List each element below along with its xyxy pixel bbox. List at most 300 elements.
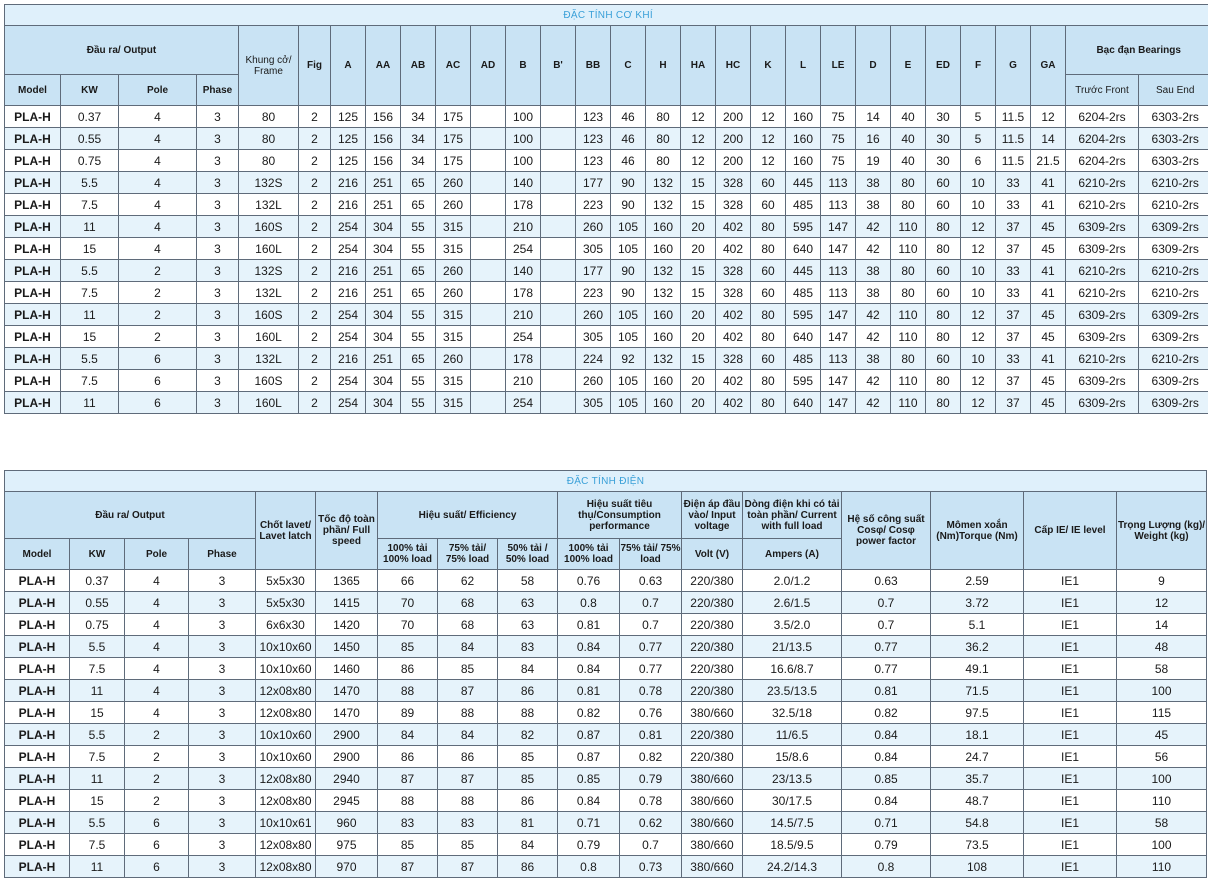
table-cell: 0.84 <box>558 636 620 658</box>
table-cell: 178 <box>506 282 541 304</box>
table-cell: 0.7 <box>842 614 931 636</box>
table-cell: 0.7 <box>620 834 682 856</box>
table-cell: 58 <box>1117 812 1207 834</box>
model-cell: PLA-H <box>5 658 70 680</box>
table-cell: 6210-2rs <box>1139 282 1208 304</box>
table-cell: 3 <box>189 636 256 658</box>
table-cell: 5.5 <box>61 348 119 370</box>
table-cell: 71.5 <box>931 680 1024 702</box>
table-cell: 6309-2rs <box>1139 238 1208 260</box>
table-cell: 90 <box>611 282 646 304</box>
table-cell: 55 <box>401 392 436 414</box>
table-cell: 18.1 <box>931 724 1024 746</box>
table-cell: 4 <box>119 238 197 260</box>
table-cell: 14 <box>1031 128 1066 150</box>
dim-header: BB <box>576 26 611 106</box>
table-cell: 260 <box>436 194 471 216</box>
table-cell: 216 <box>331 282 366 304</box>
table-cell: 178 <box>506 348 541 370</box>
table-cell: 86 <box>498 680 558 702</box>
table-cell: 304 <box>366 304 401 326</box>
table-row <box>5 746 1207 768</box>
table-cell: 315 <box>436 216 471 238</box>
table-cell: 15 <box>681 282 716 304</box>
model-cell: PLA-H <box>5 768 70 790</box>
table-cell: 3 <box>189 592 256 614</box>
table-cell: 254 <box>331 238 366 260</box>
table-cell: 3.72 <box>931 592 1024 614</box>
table-cell: 2 <box>299 172 331 194</box>
table-cell: 86 <box>378 746 438 768</box>
table-cell: 380/660 <box>682 812 743 834</box>
table-cell: 65 <box>401 194 436 216</box>
table-cell: 0.87 <box>558 724 620 746</box>
table-cell: 15 <box>681 260 716 282</box>
table-cell: 105 <box>611 304 646 326</box>
table-cell: 49.1 <box>931 658 1024 680</box>
table-row <box>5 260 1208 282</box>
table-cell: 34 <box>401 128 436 150</box>
table-cell <box>471 238 506 260</box>
table-cell: 445 <box>786 172 821 194</box>
dim-header: G <box>996 26 1031 106</box>
model-cell: PLA-H <box>5 194 61 216</box>
table-cell: 4 <box>119 150 197 172</box>
table-cell: 10x10x60 <box>256 746 316 768</box>
table-cell: 14 <box>856 106 891 128</box>
table-cell: 58 <box>1117 658 1207 680</box>
table-cell: 304 <box>366 370 401 392</box>
table-cell: 80 <box>926 392 961 414</box>
table-cell: 24.7 <box>931 746 1024 768</box>
table-cell: 42 <box>856 238 891 260</box>
table-cell: 80 <box>751 238 786 260</box>
table-cell <box>471 392 506 414</box>
table-cell: 6210-2rs <box>1139 348 1208 370</box>
dim-header: H <box>646 26 681 106</box>
table-cell: 147 <box>821 392 856 414</box>
table-cell: 4 <box>119 128 197 150</box>
table-cell: 0.82 <box>558 702 620 724</box>
table-cell: 254 <box>331 216 366 238</box>
table-cell: 328 <box>716 282 751 304</box>
model-cell: PLA-H <box>5 570 70 592</box>
table-cell: 160 <box>646 370 681 392</box>
table-cell: 2900 <box>316 724 378 746</box>
model-cell: PLA-H <box>5 392 61 414</box>
table-cell: 1470 <box>316 702 378 724</box>
table-cell: 5.5 <box>61 172 119 194</box>
table-cell: 80 <box>239 128 299 150</box>
table-cell: 2 <box>299 348 331 370</box>
mechanical-spec-table <box>4 4 1208 414</box>
table-cell: 80 <box>751 392 786 414</box>
table-cell: 88 <box>438 702 498 724</box>
table-cell: 11.5 <box>996 150 1031 172</box>
table-cell: 0.71 <box>842 812 931 834</box>
table-cell: 36.2 <box>931 636 1024 658</box>
table-cell: IE1 <box>1024 724 1117 746</box>
table-cell: 3 <box>197 392 239 414</box>
table-cell: 56 <box>1117 746 1207 768</box>
table-cell: 55 <box>401 304 436 326</box>
table-cell <box>471 128 506 150</box>
table-cell <box>541 260 576 282</box>
table-cell: 0.73 <box>620 856 682 878</box>
model-cell: PLA-H <box>5 592 70 614</box>
table-cell: 640 <box>786 326 821 348</box>
table-cell: 80 <box>926 216 961 238</box>
table-cell: 34 <box>401 150 436 172</box>
table-cell: 220/380 <box>682 636 743 658</box>
table-cell: 89 <box>378 702 438 724</box>
table-cell: 11.5 <box>996 106 1031 128</box>
table-cell: 33 <box>996 172 1031 194</box>
table-cell: 12 <box>681 106 716 128</box>
table-cell: 105 <box>611 392 646 414</box>
table-cell: 10 <box>961 282 996 304</box>
table-cell: 0.84 <box>558 790 620 812</box>
dim-header: K <box>751 26 786 106</box>
table-cell: 92 <box>611 348 646 370</box>
table-cell: 380/660 <box>682 768 743 790</box>
table-cell <box>471 216 506 238</box>
model-cell: PLA-H <box>5 216 61 238</box>
table-cell: 10x10x60 <box>256 724 316 746</box>
table-cell: 105 <box>611 216 646 238</box>
table-cell: 304 <box>366 216 401 238</box>
table-cell: 2 <box>119 304 197 326</box>
table-cell: 87 <box>438 680 498 702</box>
table-cell: 83 <box>438 812 498 834</box>
table-cell: 160 <box>786 128 821 150</box>
table-cell: 80 <box>926 238 961 260</box>
dim-header: A <box>331 26 366 106</box>
table-cell: 640 <box>786 392 821 414</box>
table-cell: 6309-2rs <box>1066 216 1139 238</box>
table-cell: 6210-2rs <box>1066 348 1139 370</box>
table-cell: 0.55 <box>70 592 125 614</box>
table-cell: 6210-2rs <box>1139 260 1208 282</box>
table-cell: 251 <box>366 172 401 194</box>
table-cell <box>541 326 576 348</box>
table-cell: 402 <box>716 326 751 348</box>
table-cell: 2945 <box>316 790 378 812</box>
table-cell: 0.7 <box>842 592 931 614</box>
model-cell: PLA-H <box>5 856 70 878</box>
table-cell: 80 <box>751 304 786 326</box>
table-cell: 0.84 <box>558 658 620 680</box>
table-row <box>5 304 1208 326</box>
table-cell: 6309-2rs <box>1139 370 1208 392</box>
table-cell: 68 <box>438 592 498 614</box>
table-cell: 38 <box>856 282 891 304</box>
dim-header: E <box>891 26 926 106</box>
table-cell: 105 <box>611 326 646 348</box>
table-row <box>5 370 1208 392</box>
table-row <box>5 856 1207 878</box>
table-row <box>5 238 1208 260</box>
table-cell: 81 <box>498 812 558 834</box>
table-cell: 60 <box>926 282 961 304</box>
table-cell: 6309-2rs <box>1066 326 1139 348</box>
table-cell: 2 <box>299 260 331 282</box>
table-cell: 123 <box>576 128 611 150</box>
table-cell: 260 <box>436 172 471 194</box>
table-cell: 80 <box>926 304 961 326</box>
table-cell: 3 <box>189 768 256 790</box>
table-cell: IE1 <box>1024 658 1117 680</box>
table-row <box>5 592 1207 614</box>
table-cell: 23.5/13.5 <box>743 680 842 702</box>
bearings-header: Bạc đạn Bearings <box>1066 26 1208 75</box>
table-cell: 254 <box>331 326 366 348</box>
table-cell: 0.85 <box>842 768 931 790</box>
table-cell: 14.5/7.5 <box>743 812 842 834</box>
table-cell: 3 <box>197 282 239 304</box>
table-cell: 160L <box>239 238 299 260</box>
table-cell: 6204-2rs <box>1066 150 1139 172</box>
table-cell: 87 <box>378 856 438 878</box>
table-cell: 0.55 <box>61 128 119 150</box>
table-cell: 3 <box>197 216 239 238</box>
table-row <box>5 128 1208 150</box>
table-cell: 147 <box>821 304 856 326</box>
efficiency-75-header: 75% tải/ 75% load <box>438 539 498 570</box>
table-cell: 110 <box>891 216 926 238</box>
electrical-table-title: ĐẶC TÍNH ĐIỆN <box>5 471 1207 492</box>
table-cell: 4 <box>125 570 189 592</box>
table-cell: 160 <box>646 216 681 238</box>
table-row <box>5 680 1207 702</box>
table-cell: 4 <box>125 702 189 724</box>
table-cell: 0.37 <box>61 106 119 128</box>
table-cell: 73.5 <box>931 834 1024 856</box>
table-cell: 80 <box>891 282 926 304</box>
table-cell: 55 <box>401 326 436 348</box>
table-cell: 87 <box>438 856 498 878</box>
table-cell: 216 <box>331 260 366 282</box>
table-cell: 485 <box>786 282 821 304</box>
table-cell: 45 <box>1031 238 1066 260</box>
table-cell: 58 <box>498 570 558 592</box>
table-cell: 0.77 <box>620 636 682 658</box>
table-cell: 315 <box>436 392 471 414</box>
table-cell: 113 <box>821 194 856 216</box>
table-cell: 16 <box>856 128 891 150</box>
table-cell: 6309-2rs <box>1066 370 1139 392</box>
table-cell: 12x08x80 <box>256 856 316 878</box>
table-cell: 80 <box>751 216 786 238</box>
table-row <box>5 614 1207 636</box>
table-cell: 305 <box>576 238 611 260</box>
table-cell <box>471 326 506 348</box>
table-cell: 60 <box>751 260 786 282</box>
table-cell: 2 <box>299 128 331 150</box>
table-cell: 6309-2rs <box>1139 326 1208 348</box>
table-row <box>5 636 1207 658</box>
model-cell: PLA-H <box>5 260 61 282</box>
table-cell: 251 <box>366 260 401 282</box>
table-cell: 80 <box>751 370 786 392</box>
table-cell: 55 <box>401 370 436 392</box>
table-cell: 1460 <box>316 658 378 680</box>
model-cell: PLA-H <box>5 282 61 304</box>
table-cell: 0.8 <box>558 592 620 614</box>
table-cell <box>471 194 506 216</box>
dim-header: ED <box>926 26 961 106</box>
table-cell: 11 <box>61 392 119 414</box>
table-cell: 100 <box>1117 768 1207 790</box>
table-cell: 2.6/1.5 <box>743 592 842 614</box>
table-cell: 37 <box>996 238 1031 260</box>
table-cell: 223 <box>576 282 611 304</box>
table-cell: 12 <box>751 128 786 150</box>
table-cell: 45 <box>1117 724 1207 746</box>
table-cell: 0.84 <box>842 790 931 812</box>
table-cell: 110 <box>891 392 926 414</box>
table-cell: 113 <box>821 282 856 304</box>
frame-header: Khung cở/ Frame <box>239 26 299 106</box>
table-cell: 100 <box>506 150 541 172</box>
table-cell: 3 <box>189 702 256 724</box>
table-cell: 12 <box>961 216 996 238</box>
table-cell: IE1 <box>1024 614 1117 636</box>
table-cell: 110 <box>891 326 926 348</box>
table-cell: IE1 <box>1024 790 1117 812</box>
table-cell: 177 <box>576 172 611 194</box>
table-cell: 4 <box>125 680 189 702</box>
table-cell: 0.81 <box>842 680 931 702</box>
table-cell: 0.77 <box>842 636 931 658</box>
table-cell: 6303-2rs <box>1139 106 1208 128</box>
table-cell: IE1 <box>1024 856 1117 878</box>
table-cell: 48.7 <box>931 790 1024 812</box>
table-cell: 6210-2rs <box>1066 282 1139 304</box>
table-cell: 160S <box>239 304 299 326</box>
table-cell: 6 <box>961 150 996 172</box>
efficiency-100-header: 100% tải 100% load <box>378 539 438 570</box>
table-cell: 595 <box>786 304 821 326</box>
table-cell: 315 <box>436 370 471 392</box>
table-cell: 100 <box>1117 834 1207 856</box>
current-header: Dòng điện khi có tải toàn phần/ Current with full load <box>743 492 842 539</box>
table-cell: 3 <box>197 326 239 348</box>
table-row <box>5 150 1208 172</box>
table-cell: 160 <box>786 106 821 128</box>
table-cell: 380/660 <box>682 790 743 812</box>
table-cell: 80 <box>751 326 786 348</box>
table-cell: 6210-2rs <box>1139 172 1208 194</box>
table-row <box>5 172 1208 194</box>
dim-header: L <box>786 26 821 106</box>
table-cell: 15 <box>61 238 119 260</box>
table-cell <box>471 106 506 128</box>
table-cell: 113 <box>821 348 856 370</box>
table-cell: 34 <box>401 106 436 128</box>
table-cell: 0.81 <box>620 724 682 746</box>
table-cell: 4 <box>119 106 197 128</box>
voltage-header: Điện áp đầu vào/ Input voltage <box>682 492 743 539</box>
table-cell: 60 <box>751 194 786 216</box>
table-row <box>5 106 1208 128</box>
table-cell: 2.0/1.2 <box>743 570 842 592</box>
table-cell: 113 <box>821 172 856 194</box>
latch-header: Chốt lavet/ Lavet latch <box>256 492 316 570</box>
dim-header: F <box>961 26 996 106</box>
table-cell <box>541 216 576 238</box>
table-cell <box>471 282 506 304</box>
table-cell: 2 <box>299 216 331 238</box>
table-cell: 0.81 <box>558 680 620 702</box>
table-cell: IE1 <box>1024 592 1117 614</box>
table-cell <box>471 304 506 326</box>
table-cell: 6 <box>125 812 189 834</box>
table-cell: 86 <box>378 658 438 680</box>
table-row <box>5 326 1208 348</box>
table-cell: 110 <box>1117 790 1207 812</box>
table-cell: 220/380 <box>682 592 743 614</box>
table-cell: 1365 <box>316 570 378 592</box>
table-cell: 251 <box>366 282 401 304</box>
table-cell: 88 <box>498 702 558 724</box>
table-cell: 54.8 <box>931 812 1024 834</box>
table-cell: 12x08x80 <box>256 768 316 790</box>
table-cell: 3 <box>197 150 239 172</box>
table-cell: 84 <box>438 724 498 746</box>
table-cell: 12 <box>751 106 786 128</box>
table-cell: 63 <box>498 592 558 614</box>
table-cell: 260 <box>436 282 471 304</box>
table-cell: 35.7 <box>931 768 1024 790</box>
table-cell: 160S <box>239 216 299 238</box>
torque-header: Mômen xoắn (Nm)Torque (Nm) <box>931 492 1024 570</box>
table-cell: 220/380 <box>682 746 743 768</box>
bearing-rear-header: Sau End <box>1139 75 1208 106</box>
table-cell: 3 <box>197 260 239 282</box>
table-cell: 21/13.5 <box>743 636 842 658</box>
table-cell: 10 <box>961 194 996 216</box>
table-cell: 402 <box>716 370 751 392</box>
table-cell: 160 <box>646 304 681 326</box>
table-cell: 2940 <box>316 768 378 790</box>
table-cell: 33 <box>996 348 1031 370</box>
table-cell: 4 <box>125 592 189 614</box>
table-cell: 156 <box>366 106 401 128</box>
table-cell: 11.5 <box>996 128 1031 150</box>
table-cell: 80 <box>891 172 926 194</box>
table-cell: 0.79 <box>558 834 620 856</box>
table-cell: 42 <box>856 370 891 392</box>
table-cell: 251 <box>366 348 401 370</box>
table-cell: 20 <box>681 216 716 238</box>
table-cell: 0.84 <box>842 746 931 768</box>
table-cell: 10 <box>961 348 996 370</box>
table-cell: 3 <box>189 658 256 680</box>
table-cell: 11 <box>70 680 125 702</box>
table-cell: 46 <box>611 150 646 172</box>
table-cell: 4 <box>125 614 189 636</box>
table-cell: 2 <box>125 768 189 790</box>
kw-header: KW <box>70 539 125 570</box>
table-cell: 5x5x30 <box>256 592 316 614</box>
table-cell: 7.5 <box>61 282 119 304</box>
table-cell: 6x6x30 <box>256 614 316 636</box>
table-cell: 6 <box>119 370 197 392</box>
table-cell: 210 <box>506 216 541 238</box>
table-cell: 80 <box>239 106 299 128</box>
table-cell: 595 <box>786 370 821 392</box>
